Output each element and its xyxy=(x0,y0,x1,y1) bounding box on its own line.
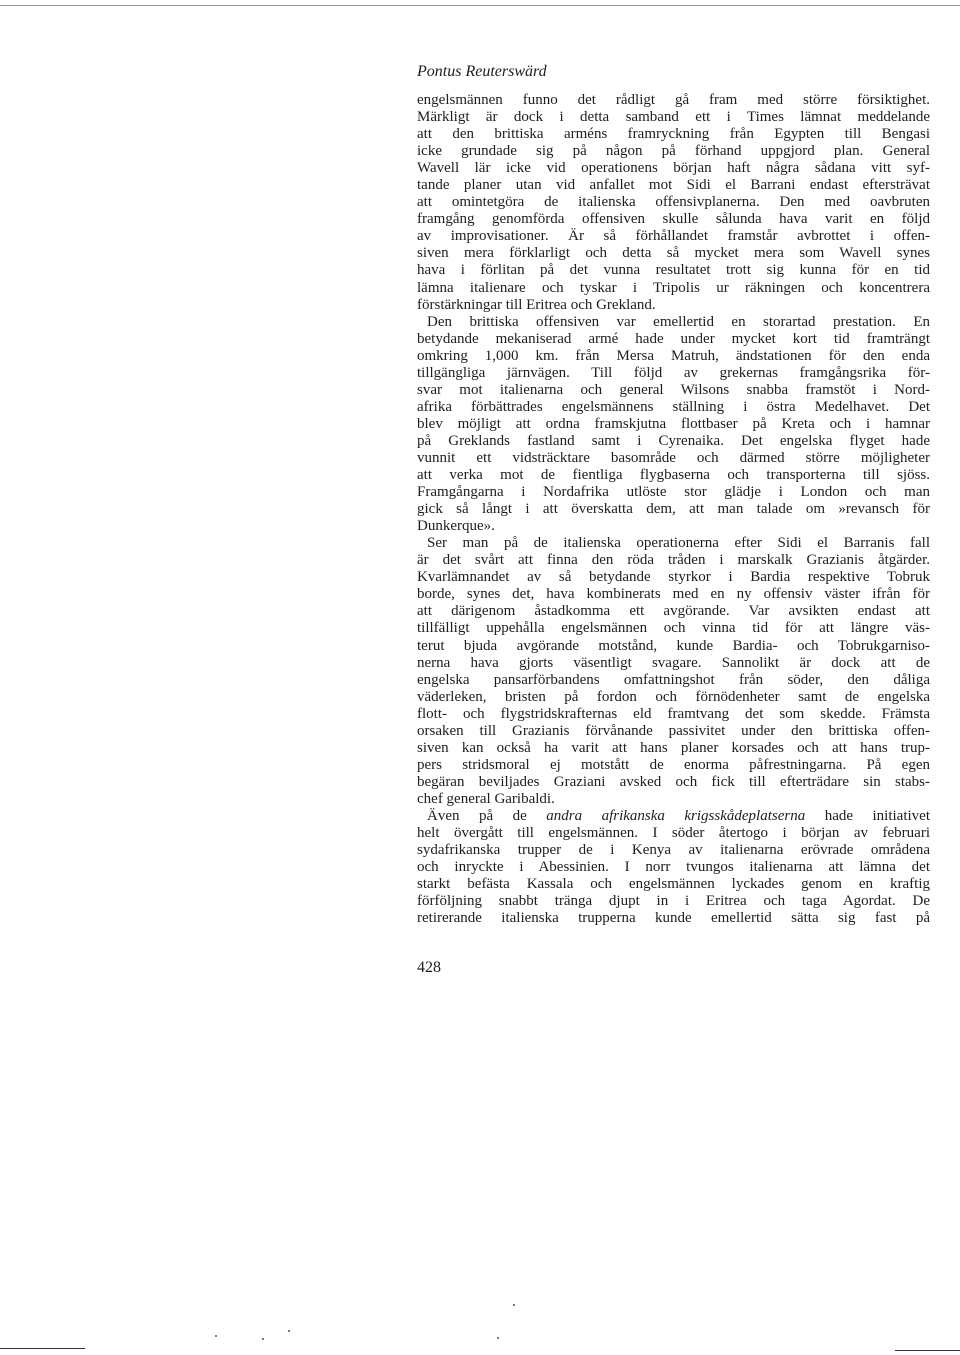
text-line: betydande mekaniserad armé hade under mycket kort tid framträngt xyxy=(417,330,930,347)
text-line: att verka mot de fientliga flygbaserna och transporterna till sjöss. xyxy=(417,467,930,484)
text-line: Ser man på de italienska operationerna efter Sidi el Barranis fall xyxy=(427,535,930,552)
text-line: nerna hava gjorts väsentligt svagare. Sannolikt är dock att de xyxy=(417,654,930,671)
text-line: vunnit ett vidsträcktare basområde och därmed större möjligheter xyxy=(417,449,930,466)
top-rule xyxy=(0,5,960,6)
text-line: flott- och flygstridskrafternas eld framtvang det som skedde. Främsta xyxy=(417,705,930,722)
text-line: av improvisationer. Är så förhållandet framstår avbrottet i offen- xyxy=(417,228,930,245)
text-line: engelska pansarförbandens omfattningshot från söder, den dåliga xyxy=(417,671,930,688)
text-line: hava i förlitan på det vunna resultatet trott sig kunna för en tid xyxy=(417,262,930,279)
text-line: förstärkningar till Eritrea och Grekland. xyxy=(417,296,656,313)
page-number: 428 xyxy=(417,959,441,976)
scan-mark-right xyxy=(895,1350,960,1351)
text-line: tillfälligt uppehålla engelsmännen och vinna tid för att längre väs- xyxy=(417,620,930,637)
text-line: Framgångarna i Nordafrika utlöste stor glädje i London och man xyxy=(417,484,930,501)
text-line xyxy=(417,808,930,825)
text-line: framgång genomförda offensiven skulle sålunda hava varit en följd xyxy=(417,211,930,228)
text-line: att den brittiska arméns framryckning från Egypten till Bengasi xyxy=(417,126,930,143)
text-line: Wavell lär icke vid operationens början haft några sådana vitt syf- xyxy=(417,160,930,177)
text-run: hade initiativet xyxy=(805,807,930,824)
text-line: att därigenom åstadkomma ett avgörande. Var avsikten endast att xyxy=(417,603,930,620)
text-line: afrika förbättrades engelsmännens ställning i östra Medelhavet. Det xyxy=(417,398,930,415)
text-line: blev möjligt att ordna framskjutna flottbaser på Kreta och i hamnar xyxy=(417,415,930,432)
scan-speck xyxy=(215,1335,217,1337)
text-line: Märkligt är dock i detta samband ett i Times lämnat meddelande xyxy=(417,109,930,126)
text-line: att omintetgöra de italienska offensivplanerna. Den med oavbruten xyxy=(417,194,930,211)
text-line: väderleken, bristen på fordon och förnödenheter samt de engelska xyxy=(417,688,930,705)
text-line: på Greklands fastland samt i Cyrenaika. Det engelska flyget hade xyxy=(417,432,930,449)
scan-speck xyxy=(262,1338,264,1340)
text-line: gick så långt i att överskatta dem, att man talade om »revansch för xyxy=(417,501,930,518)
scan-speck xyxy=(513,1304,515,1306)
text-line: lämna italienare och tyskar i Tripolis ur räkningen och koncentrera xyxy=(417,279,930,296)
running-head: Pontus Reuterswärd xyxy=(417,63,547,80)
text-line: helt övergått till engelsmännen. I söder återtogo i början av februari xyxy=(417,825,930,842)
text-line: Kvarlämnandet av så betydande styrkor i Bardia respektive Tobruk xyxy=(417,569,930,586)
text-line: siven mera förklarligt och detta så mycket mera som Wavell synes xyxy=(417,245,930,262)
text-line: borde, synes det, hava kombinerats med en ny offensiv väster ifrån för xyxy=(417,586,930,603)
text-line: sydafrikanska trupper de i Kenya av italienarna erövrade områdena xyxy=(417,842,930,859)
text-line: terut bjuda avgörande motstånd, kunde Bardia- och Tobrukgarniso- xyxy=(417,637,930,654)
text-line: svar mot italienarna och general Wilsons snabba framstöt i Nord- xyxy=(417,381,930,398)
text-line: icke grundade sig på någon på förhand uppgjord plan. General xyxy=(417,143,930,160)
text-line: begäran beviljades Graziani avsked och fick till efterträdare sin stabs- xyxy=(417,773,930,790)
text-line: är det svårt att finna den röda tråden i marskalk Grazianis åtgärder. xyxy=(417,552,930,569)
text-line: chef general Garibaldi. xyxy=(417,790,555,807)
text-line: tillgängliga järnvägen. Till följd av grekernas framgångsrika för- xyxy=(417,364,930,381)
text-line: starkt befästa Kassala och engelsmännen lyckades genom en kraftig xyxy=(417,876,930,893)
scan-speck xyxy=(288,1330,290,1332)
text-line: omkring 1,000 km. från Mersa Matruh, ändstationen för den enda xyxy=(417,347,930,364)
body-text xyxy=(417,92,930,927)
text-line: Den brittiska offensiven var emellertid en storartad prestation. En xyxy=(427,313,930,330)
text-line: siven kan också ha varit att hans planer korsades och att hans trup- xyxy=(417,739,930,756)
text-line: retirerande italienska trupperna kunde emellertid sätta sig fast på xyxy=(417,910,930,927)
italic-phrase: andra afrikanska krigsskådeplatserna xyxy=(546,807,806,824)
text-line: Dunkerque». xyxy=(417,518,495,535)
text-line: engelsmännen funno det rådligt gå fram med större försiktighet. xyxy=(417,92,930,108)
text-line: orsaken till Grazianis förvånande passivitet under den brittiska offen- xyxy=(417,722,930,739)
text-line: förföljning snabbt tränga djupt in i Eritrea och taga Agordat. De xyxy=(417,893,930,910)
scan-speck xyxy=(497,1337,499,1339)
text-run: Även på de xyxy=(427,807,547,824)
scan-mark-left xyxy=(0,1348,85,1349)
text-line: och inryckte i Abessinien. I norr tvungos italienarna att lämna det xyxy=(417,859,930,876)
text-line: tande planer utan vid anfallet mot Sidi el Barrani endast eftersträvat xyxy=(417,177,930,194)
text-line: pers stridsmoral ej motstått de enorma påfrestningarna. På egen xyxy=(417,756,930,773)
